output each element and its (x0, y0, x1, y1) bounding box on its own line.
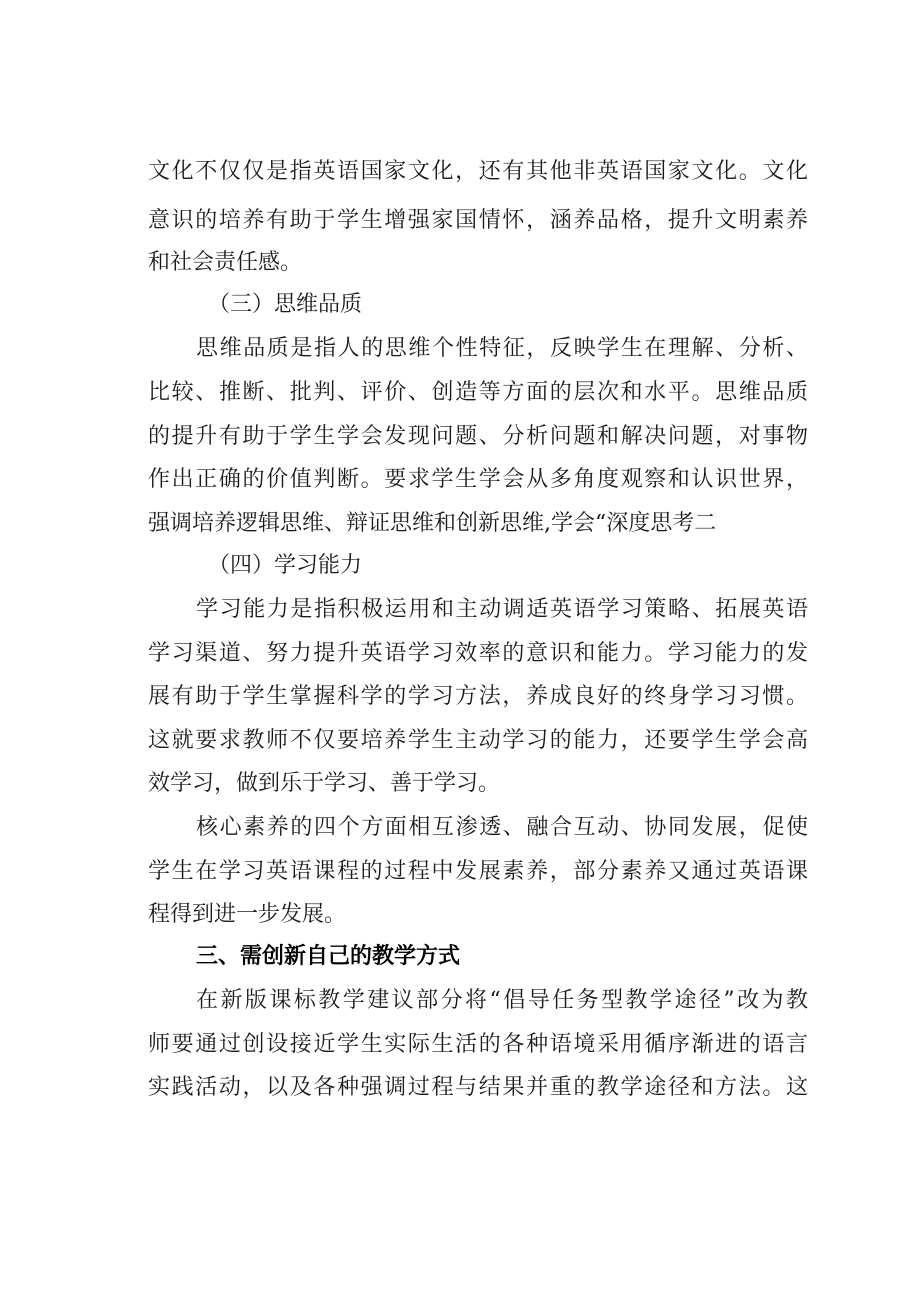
paragraph-line: 展有助于学生掌握科学的学习方法，养成良好的终身学习习惯。 (148, 684, 808, 709)
paragraph-line: 学习能力是指积极运用和主动调适英语学习策略、拓展英语 (196, 597, 808, 622)
paragraph-line: 程得到进一步发展。 (148, 902, 347, 927)
paragraph-line: 师要通过创设接近学生实际生活的各种语境采用循序渐进的语言 (148, 1032, 808, 1057)
paragraph-line: 思维品质是指人的思维个性特征，反映学生在理解、分析、 (196, 336, 808, 361)
paragraph-line: 作出正确的价值判断。要求学生学会从多角度观察和认识世界， (148, 467, 808, 492)
paragraph-line: 强调培养逻辑思维、辩证思维和创新思维,学会“深度思考二 (148, 511, 717, 536)
subheading-thinking-quality: （三）思维品质 (208, 292, 363, 317)
paragraph-line: 核心素养的四个方面相互渗透、融合互动、协同发展，促使 (196, 815, 808, 840)
section-heading-teaching-method: 三、需创新自己的教学方式 (196, 944, 461, 969)
paragraph-line: 和社会责任感。 (148, 250, 303, 275)
paragraph-line: 这就要求教师不仅要培养学生主动学习的能力，还要学生学会高 (148, 728, 808, 753)
paragraph-line: 文化不仅仅是指英语国家文化，还有其他非英语国家文化。文化 (148, 159, 808, 184)
paragraph-line: 比较、推断、批判、评价、创造等方面的层次和水平。思维品质 (148, 380, 808, 405)
paragraph-line: 意识的培养有助于学生增强家国情怀，涵养品格，提升文明素养 (148, 208, 808, 233)
subheading-learning-ability: （四）学习能力 (208, 553, 363, 578)
paragraph-line: 在新版课标教学建议部分将“倡导任务型教学途径”改为教 (196, 988, 808, 1013)
paragraph-line: 效学习，做到乐于学习、善于学习。 (148, 771, 501, 796)
paragraph-line: 学生在学习英语课程的过程中发展素养，部分素养又通过英语课 (148, 859, 808, 884)
paragraph-line: 实践活动，以及各种强调过程与结果并重的教学途径和方法。这 (148, 1075, 808, 1100)
paragraph-line: 的提升有助于学生学会发现问题、分析问题和解决问题，对事物 (148, 424, 808, 449)
paragraph-line: 学习渠道、努力提升英语学习效率的意识和能力。学习能力的发 (148, 641, 808, 666)
